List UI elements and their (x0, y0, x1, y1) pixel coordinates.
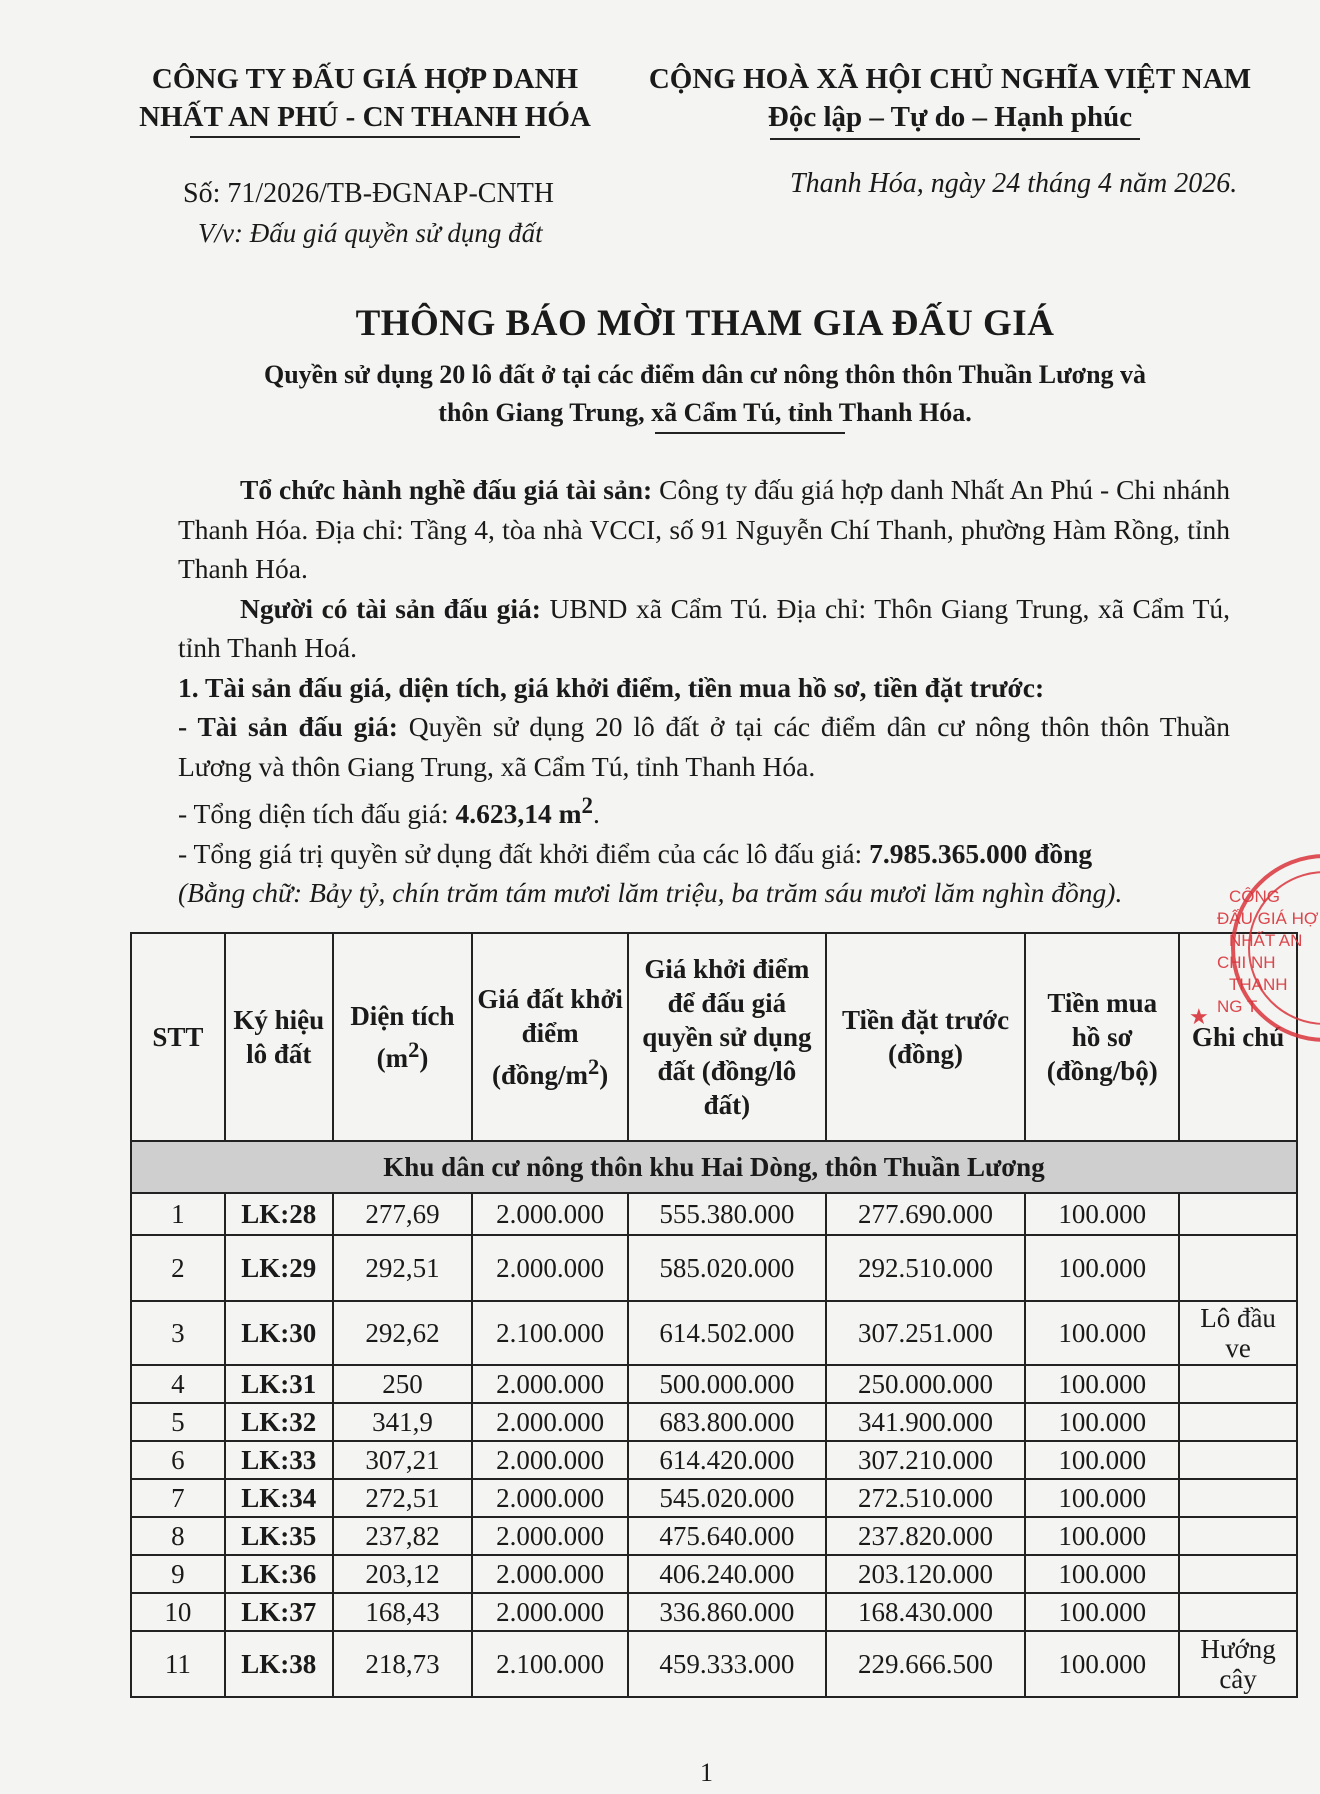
page-number: 1 (700, 1758, 713, 1787)
cell-area: 218,73 (333, 1631, 473, 1697)
table-header-row (131, 933, 1297, 1141)
header-starting-price: Giá khởi điểm để đấu giá quyền sử dụng đất (đồng/lô đất) (628, 933, 826, 1141)
cell-dossier-fee: 100.000 (1025, 1403, 1179, 1441)
subtitle-line2: thôn Giang Trung, xã Cẩm Tú, tỉnh Thanh Hóa. (438, 398, 972, 427)
cell-deposit: 229.666.500 (826, 1631, 1026, 1697)
cell-land-price: 2.000.000 (472, 1593, 628, 1631)
cell-note (1179, 1403, 1297, 1441)
table-row (131, 1441, 1297, 1479)
cell-land-price: 2.100.000 (472, 1631, 628, 1697)
cell-land-price: 2.000.000 (472, 1441, 628, 1479)
cell-starting-price: 459.333.000 (628, 1631, 826, 1697)
cell-starting-price: 406.240.000 (628, 1555, 826, 1593)
cell-deposit: 203.120.000 (826, 1555, 1026, 1593)
cell-dossier-fee: 100.000 (1025, 1301, 1179, 1365)
cell-land-price: 2.000.000 (472, 1235, 628, 1301)
cell-note (1179, 1555, 1297, 1593)
cell-note: Lô đầu ve (1179, 1301, 1297, 1365)
organization-header (120, 60, 610, 136)
national-title: CỘNG HOÀ XÃ HỘI CHỦ NGHĨA VIỆT NAM (648, 63, 1252, 95)
cell-stt: 2 (131, 1235, 225, 1301)
cell-stt: 8 (131, 1517, 225, 1555)
header-land-price-sup: 2 (588, 1054, 600, 1079)
cell-dossier-fee: 100.000 (1025, 1193, 1179, 1235)
header-area (333, 933, 473, 1141)
organizer-label: Tổ chức hành nghề đấu giá tài sản: (240, 474, 653, 505)
cell-stt: 7 (131, 1479, 225, 1517)
cell-starting-price: 545.020.000 (628, 1479, 826, 1517)
seal-text-line: CHI NH (1217, 953, 1276, 972)
table-section-row (131, 1141, 1297, 1193)
header-area-sup: 2 (408, 1037, 420, 1062)
seal-text-line: ĐẤU GIÁ HỢ (1217, 909, 1319, 928)
header-dossier-fee: Tiền mua hồ sơ (đồng/bộ) (1025, 933, 1179, 1141)
section-title: Khu dân cư nông thôn khu Hai Dòng, thôn Thuần Lương (131, 1141, 1297, 1193)
section-1-heading: 1. Tài sản đấu giá, diện tích, giá khởi điểm, tiền mua hồ sơ, tiền đặt trước: (178, 671, 1045, 703)
document-number: Số: 71/2026/TB-ĐGNAP-CNTH (183, 178, 555, 209)
national-motto: Độc lập – Tự do – Hạnh phúc (767, 101, 1133, 133)
table-row (131, 1479, 1297, 1517)
seal-text-line: THANH (1229, 975, 1288, 994)
seal-text-line: CÔNG (1229, 887, 1280, 906)
total-area-label: - Tổng diện tích đấu giá: (178, 798, 456, 830)
cell-lot-code: LK:31 (225, 1365, 333, 1403)
total-value-label: - Tổng giá trị quyền sử dụng đất khởi điểm của các lô đấu giá: (178, 837, 870, 869)
total-area-value (455, 793, 593, 830)
motto-underline (770, 138, 1140, 140)
header-note: Ghi chú (1179, 933, 1297, 1141)
cell-deposit: 250.000.000 (826, 1365, 1026, 1403)
cell-area: 292,51 (333, 1235, 473, 1301)
auction-lots-table (130, 932, 1298, 1698)
seal-text-line: NHẤT AN (1229, 931, 1303, 950)
total-value-in-words: (Bằng chữ: Bảy tỷ, chín trăm tám mươi lăm triệu, ba trăm sáu mươi lăm nghìn đồng). (178, 877, 1123, 909)
cell-note (1179, 1235, 1297, 1301)
cell-lot-code: LK:29 (225, 1235, 333, 1301)
document-body (178, 470, 1230, 913)
document-date: Thanh Hóa, ngày 24 tháng 4 năm 2026. (790, 168, 1238, 199)
document-subtitle (150, 356, 1260, 432)
total-value-line (178, 834, 1230, 874)
cell-note (1179, 1517, 1297, 1555)
cell-land-price: 2.100.000 (472, 1301, 628, 1365)
table-row (131, 1517, 1297, 1555)
owner-label: Người có tài sản đấu giá: (240, 592, 541, 624)
cell-stt: 1 (131, 1193, 225, 1235)
table-row (131, 1593, 1297, 1631)
company-seal (1175, 848, 1320, 1048)
cell-note (1179, 1593, 1297, 1631)
header-land-price (472, 933, 628, 1141)
cell-stt: 11 (131, 1631, 225, 1697)
total-value-amount: 7.985.365.000 đồng (869, 837, 1093, 869)
cell-land-price: 2.000.000 (472, 1193, 628, 1235)
cell-land-price: 2.000.000 (472, 1479, 628, 1517)
cell-starting-price: 614.502.000 (628, 1301, 826, 1365)
header-land-price-text: Giá đất khởi điểm (đồng/m (477, 984, 623, 1090)
cell-dossier-fee: 100.000 (1025, 1631, 1179, 1697)
header-deposit: Tiền đặt trước (đồng) (826, 933, 1026, 1141)
table-row (131, 1301, 1297, 1365)
cell-land-price: 2.000.000 (472, 1365, 628, 1403)
cell-dossier-fee: 100.000 (1025, 1555, 1179, 1593)
cell-dossier-fee: 100.000 (1025, 1479, 1179, 1517)
cell-starting-price: 683.800.000 (628, 1403, 826, 1441)
cell-dossier-fee: 100.000 (1025, 1235, 1179, 1301)
document-title: THÔNG BÁO MỜI THAM GIA ĐẤU GIÁ (355, 303, 1055, 344)
cell-starting-price: 336.860.000 (628, 1593, 826, 1631)
cell-starting-price: 585.020.000 (628, 1235, 826, 1301)
cell-deposit: 292.510.000 (826, 1235, 1026, 1301)
table-row (131, 1403, 1297, 1441)
organization-underline (190, 136, 520, 138)
cell-area: 292,62 (333, 1301, 473, 1365)
table-row (131, 1365, 1297, 1403)
cell-deposit: 168.430.000 (826, 1593, 1026, 1631)
cell-land-price: 2.000.000 (472, 1555, 628, 1593)
table-row (131, 1631, 1297, 1697)
asset-label: - Tài sản đấu giá: (178, 711, 398, 742)
cell-deposit: 237.820.000 (826, 1517, 1026, 1555)
asset-paragraph (178, 707, 1230, 786)
header-land-price-end: ) (599, 1060, 609, 1090)
total-area-line (178, 786, 1230, 834)
organizer-text: Công ty đấu giá hợp danh Nhất An Phú - Chi nhánh Thanh Hóa. Địa chỉ: Tầng 4, tòa nhà VCCI, số 91 Nguyễn Chí Thanh, phường Hàm Rồng, tỉnh Thanh Hóa. (178, 474, 1230, 584)
asset-owner-paragraph (178, 589, 1230, 668)
header-area-text: Diện tích (m (350, 1001, 455, 1073)
table-row (131, 1235, 1297, 1301)
document-subject: V/v: Đấu giá quyền sử dụng đất (198, 218, 543, 248)
organization-name-line1: CÔNG TY ĐẤU GIÁ HỢP DANH (151, 63, 579, 95)
cell-lot-code: LK:38 (225, 1631, 333, 1697)
subtitle-line1: Quyền sử dụng 20 lô đất ở tại các điểm dân cư nông thôn thôn Thuần Lương và (263, 360, 1147, 389)
cell-lot-code: LK:30 (225, 1301, 333, 1365)
header-area-end: ) (419, 1043, 429, 1073)
cell-deposit: 277.690.000 (826, 1193, 1026, 1235)
total-area-suffix: . (592, 798, 600, 830)
cell-area: 341,9 (333, 1403, 473, 1441)
table-row (131, 1555, 1297, 1593)
cell-lot-code: LK:32 (225, 1403, 333, 1441)
cell-land-price: 2.000.000 (472, 1403, 628, 1441)
national-header (630, 60, 1270, 136)
cell-lot-code: LK:28 (225, 1193, 333, 1235)
cell-stt: 4 (131, 1365, 225, 1403)
cell-starting-price: 500.000.000 (628, 1365, 826, 1403)
cell-starting-price: 614.420.000 (628, 1441, 826, 1479)
cell-land-price: 2.000.000 (472, 1517, 628, 1555)
cell-note (1179, 1193, 1297, 1235)
cell-area: 168,43 (333, 1593, 473, 1631)
cell-stt: 3 (131, 1301, 225, 1365)
cell-area: 203,12 (333, 1555, 473, 1593)
cell-deposit: 307.251.000 (826, 1301, 1026, 1365)
cell-note: Hướng cây (1179, 1631, 1297, 1697)
cell-area: 307,21 (333, 1441, 473, 1479)
cell-note (1179, 1479, 1297, 1517)
cell-lot-code: LK:37 (225, 1593, 333, 1631)
cell-lot-code: LK:34 (225, 1479, 333, 1517)
cell-area: 277,69 (333, 1193, 473, 1235)
cell-starting-price: 475.640.000 (628, 1517, 826, 1555)
table-row (131, 1193, 1297, 1235)
organization-name-line2: NHẤT AN PHÚ - CN THANH HÓA (139, 101, 591, 133)
subtitle-underline (655, 432, 845, 434)
cell-lot-code: LK:36 (225, 1555, 333, 1593)
owner-text: UBND xã Cẩm Tú. Địa chỉ: Thôn Giang Trung, xã Cẩm Tú, tỉnh Thanh Hoá. (178, 592, 1230, 663)
cell-stt: 6 (131, 1441, 225, 1479)
cell-area: 272,51 (333, 1479, 473, 1517)
cell-note (1179, 1441, 1297, 1479)
cell-area: 250 (333, 1365, 473, 1403)
seal-text (1215, 886, 1318, 1018)
cell-deposit: 341.900.000 (826, 1403, 1026, 1441)
cell-stt: 10 (131, 1593, 225, 1631)
cell-lot-code: LK:33 (225, 1441, 333, 1479)
cell-lot-code: LK:35 (225, 1517, 333, 1555)
seal-star-icon: ★ (1189, 1004, 1209, 1029)
cell-starting-price: 555.380.000 (628, 1193, 826, 1235)
header-stt: STT (131, 933, 225, 1141)
cell-dossier-fee: 100.000 (1025, 1593, 1179, 1631)
auction-organizer-paragraph (178, 470, 1230, 589)
cell-area: 237,82 (333, 1517, 473, 1555)
cell-stt: 9 (131, 1555, 225, 1593)
header-lot-code: Ký hiệu lô đất (225, 933, 333, 1141)
cell-note (1179, 1365, 1297, 1403)
cell-stt: 5 (131, 1403, 225, 1441)
cell-dossier-fee: 100.000 (1025, 1441, 1179, 1479)
cell-deposit: 272.510.000 (826, 1479, 1026, 1517)
asset-text: Quyền sử dụng 20 lô đất ở tại các điểm dân cư nông thôn thôn Thuần Lương và thôn Giang Trung, xã Cẩm Tú, tỉnh Thanh Hóa. (178, 711, 1230, 782)
seal-text-line: NG T (1217, 997, 1258, 1016)
total-area-number: 4.623,14 m (455, 798, 582, 830)
cell-dossier-fee: 100.000 (1025, 1365, 1179, 1403)
cell-deposit: 307.210.000 (826, 1441, 1026, 1479)
cell-dossier-fee: 100.000 (1025, 1517, 1179, 1555)
total-area-unit-sup: 2 (581, 793, 593, 818)
